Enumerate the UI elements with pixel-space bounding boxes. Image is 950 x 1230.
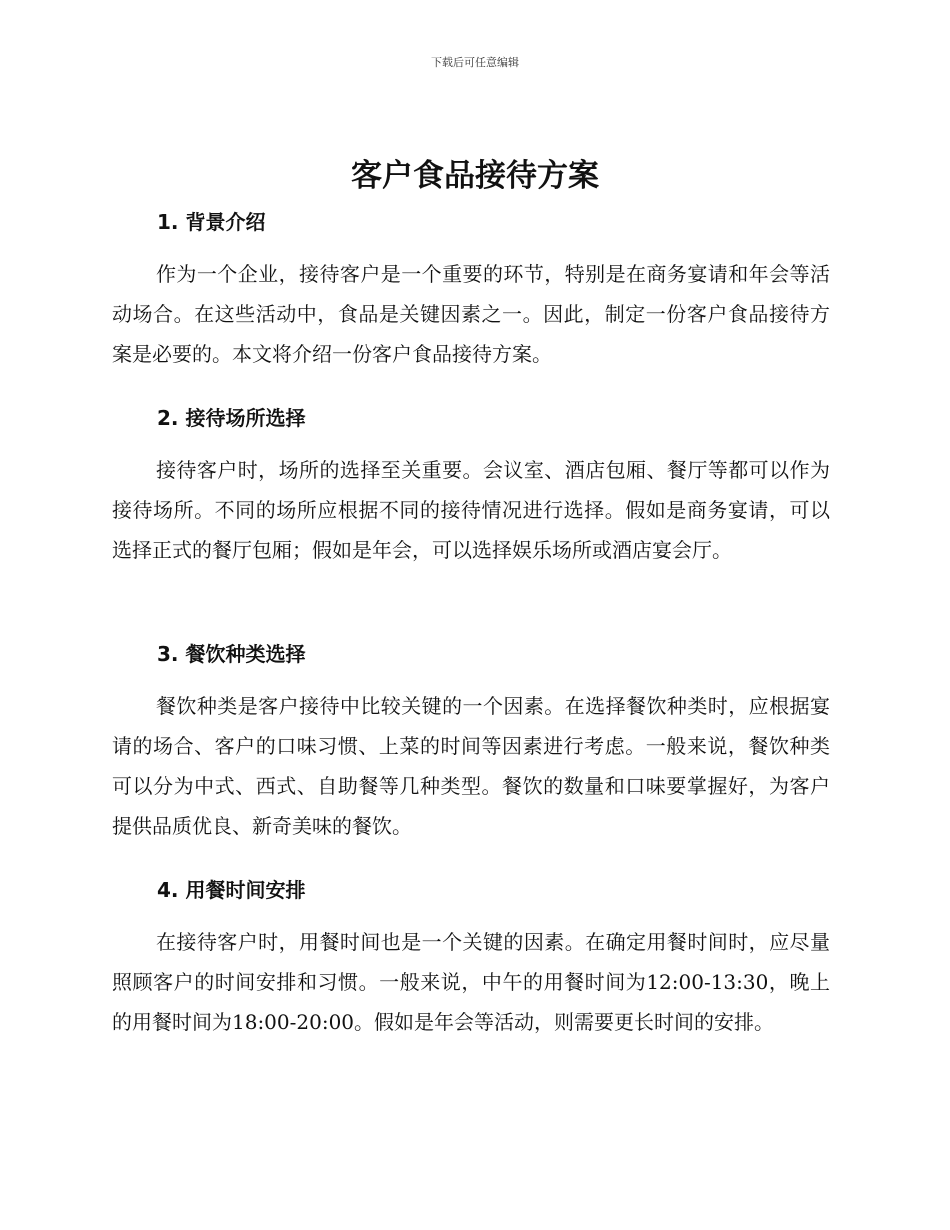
section-body-meal-time: 在接待客户时，用餐时间也是一个关键的因素。在确定用餐时间时，应尽量照顾客户的时间安排和习惯。一般来说，中午的用餐时间为12:00-13:30，晚上的用餐时间为18:00-20:00。假如是年会等活动，则需要更长时间的安排。: [112, 930, 830, 1034]
section-heading-catering: 3. 餐饮种类选择: [157, 642, 306, 666]
document-title: 客户食品接待方案: [351, 158, 599, 194]
section-body-venue: 接待客户时，场所的选择至关重要。会议室、酒店包厢、餐厅等都可以作为接待场所。不同的场所应根据不同的接待情况进行选择。假如是商务宴请，可以选择正式的餐厅包厢；假如是年会，可以选择娱乐场所或酒店宴会厅。: [112, 458, 830, 562]
section-body-catering: 餐饮种类是客户接待中比较关键的一个因素。在选择餐饮种类时，应根据宴请的场合、客户的口味习惯、上菜的时间等因素进行考虑。一般来说，餐饮种类可以分为中式、西式、自助餐等几种类型。餐饮的数量和口味要掌握好，为客户提供品质优良、新奇美味的餐饮。: [112, 694, 830, 838]
section-heading-venue: 2. 接待场所选择: [157, 406, 306, 430]
section-heading-meal-time: 4. 用餐时间安排: [157, 878, 306, 902]
section-body-background: 作为一个企业，接待客户是一个重要的环节，特别是在商务宴请和年会等活动场合。在这些活动中，食品是关键因素之一。因此，制定一份客户食品接待方案是必要的。本文将介绍一份客户食品接待方案。: [112, 262, 830, 366]
header-note: 下载后可任意编辑: [431, 56, 519, 69]
section-heading-background: 1. 背景介绍: [157, 210, 266, 234]
